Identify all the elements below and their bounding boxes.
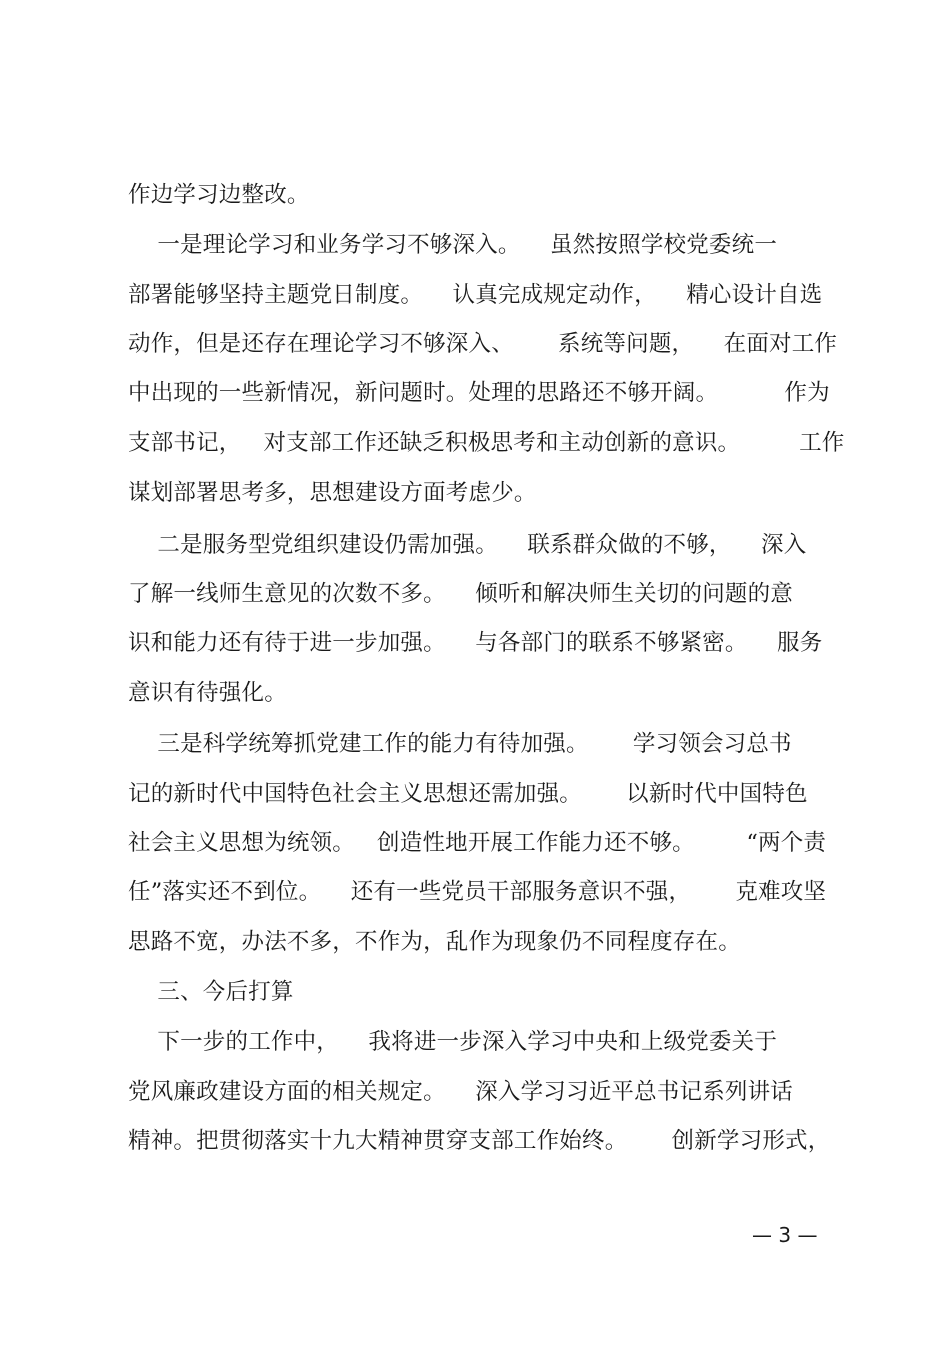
text-line: 二是服务型党组织建设仍需加强。 联系群众做的不够， 深入 bbox=[128, 532, 807, 558]
text-line: 谋划部署思考多，思想建设方面考虑少。 bbox=[128, 480, 537, 506]
text-line: 一是理论学习和业务学习不够深入。 虽然按照学校党委统一 bbox=[128, 232, 778, 258]
text-line: 作边学习边整改。 bbox=[128, 182, 310, 208]
text-line: 任”落实还不到位。 还有一些党员干部服务意识不强， 克难攻坚 bbox=[128, 879, 827, 905]
page-number: — 3 — bbox=[752, 1223, 818, 1247]
text-line: 党风廉政建设方面的相关规定。 深入学习习近平总书记系列讲话 bbox=[128, 1079, 794, 1105]
text-line: 三、今后打算 bbox=[128, 979, 294, 1005]
text-line: 支部书记， 对支部工作还缺乏积极思考和主动创新的意识。 工作 bbox=[128, 430, 845, 456]
text-line: 中出现的一些新情况，新问题时。处理的思路还不够开阔。 作为 bbox=[128, 380, 830, 406]
text-line: 下一步的工作中， 我将进一步深入学习中央和上级党委关于 bbox=[128, 1029, 778, 1055]
text-line: 思路不宽，办法不多，不作为，乱作为现象仍不同程度存在。 bbox=[128, 929, 741, 955]
text-line: 精神。把贯彻落实十九大精神贯穿支部工作始终。 创新学习形式， bbox=[128, 1128, 831, 1154]
text-line: 了解一线师生意见的次数不多。 倾听和解决师生关切的问题的意 bbox=[128, 581, 794, 607]
text-line: 社会主义思想为统领。 创造性地开展工作能力还不够。 “两个责 bbox=[128, 830, 827, 856]
text-line: 意识有待强化。 bbox=[128, 680, 287, 706]
text-line: 三是科学统筹抓党建工作的能力有待加强。 学习领会习总书 bbox=[128, 731, 792, 757]
text-line: 部署能够坚持主题党日制度。 认真完成规定动作， 精心设计自选 bbox=[128, 282, 823, 308]
text-line: 动作，但是还存在理论学习不够深入、 系统等问题， 在面对工作 bbox=[128, 331, 838, 357]
text-line: 记的新时代中国特色社会主义思想还需加强。 以新时代中国特色 bbox=[128, 781, 808, 807]
text-line: 识和能力还有待于进一步加强。 与各部门的联系不够紧密。 服务 bbox=[128, 630, 823, 656]
